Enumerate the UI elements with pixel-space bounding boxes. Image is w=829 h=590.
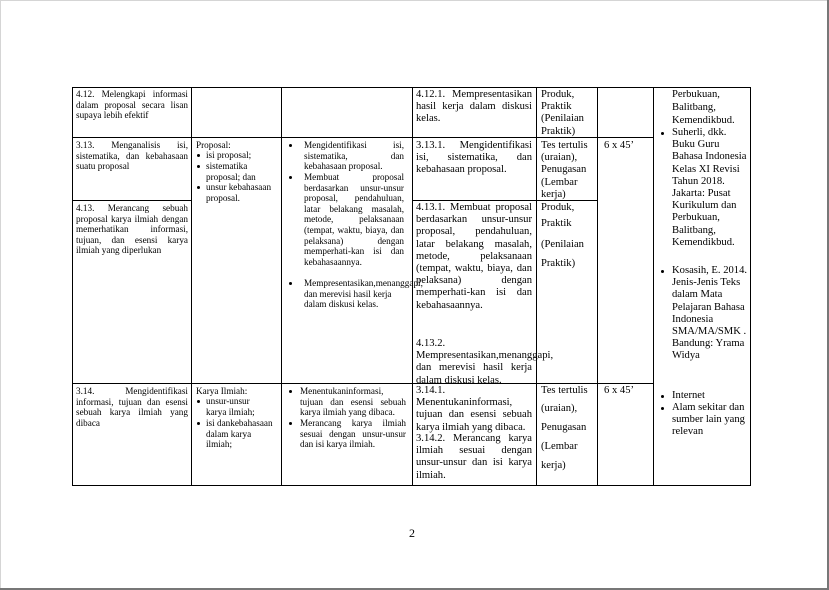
time-314: 6 x 45’ — [604, 385, 635, 396]
cell-material-412 — [192, 88, 282, 138]
cell-activity-313 — [282, 138, 423, 384]
activity-314-1: Menentukaninformasi, tujuan dan esensi sebuah karya ilmiah yang dibaca. — [300, 386, 406, 418]
source-item-3: Internet — [672, 390, 705, 401]
page-number: 2 — [409, 526, 415, 540]
bullet-dot — [661, 132, 664, 135]
syllabus-table — [72, 87, 751, 486]
activity-313-3: Mempresentasikan,menanggapi, dan merevisi hasil kerja dalam diskusi kelas. — [304, 278, 423, 310]
material-item-313-2: sistematika proposal; dan — [206, 161, 256, 182]
bullet-dot — [661, 395, 664, 398]
assessment-314-1: Tes tertulis — [541, 385, 588, 396]
bullet-dot — [289, 144, 292, 147]
source-item-4: Alam sekitar dan sumber lain yang relevan — [672, 402, 745, 438]
bullet-dot — [197, 165, 200, 168]
cell-assessment-412 — [537, 88, 598, 138]
source-cont-2: Balitbang, — [672, 102, 716, 113]
bullet-dot — [197, 400, 200, 403]
time-313: 6 x 45’ — [604, 140, 635, 151]
activity-313-1: Mengidentifikasi isi, sistematika, dan kebahasaan proposal. — [304, 140, 404, 172]
bullet-dot — [289, 282, 292, 285]
source-item-1: Suherli, dkk. Buku Guru Bahasa Indonesia Kelas XI Revisi Tahun 2018. Jakarta: Pusat Kurikulum dan Perbukuan, Balitbang, Kemendikbud. — [672, 127, 747, 248]
cell-indicator-314 — [73, 384, 192, 486]
cell-assessment-413 — [537, 201, 598, 384]
bullet-dot — [197, 186, 200, 189]
cell-indicator-313 — [73, 138, 192, 201]
bullet-dot — [661, 270, 664, 273]
objective-413-1: 4.13.1. Membuat proposal berdasarkan unsur-unsur proposal, pendahuluan, latar belakang masalah, metode, pelaksanaan (tempat, waktu, biaya, dan pelaksana) dengan memperhati-kan isi dan kebahasaannya. — [416, 202, 532, 311]
source-cont-3: Kemendikbud. — [672, 115, 735, 126]
indicator-313: 3.13. Menganalisis isi, sistematika, dan kebahasaan suatu proposal — [76, 140, 188, 172]
source-item-2: Kosasih, E. 2014. Jenis-Jenis Teks dalam Mata Pelajaran Bahasa Indonesia SMA/MA/SMK . Bandung: Yrama Widya — [672, 265, 748, 362]
bullet-dot — [289, 390, 292, 393]
material-item-314-2: isi dankebahasaan dalam karya ilmiah; — [206, 418, 273, 450]
objective-413-2: 4.13.2. Mempresentasikan,menanggapi, dan merevisi hasil kerja dalam diskusi kelas. — [416, 338, 554, 386]
assessment-314-2: (uraian), — [541, 403, 578, 414]
indicator-314: 3.14. Mengidentifikasi informasi, tujuan dan esensi sebuah karya ilmiah yang dibaca — [76, 386, 188, 428]
cell-time-314 — [598, 384, 654, 486]
cell-objective-412 — [413, 88, 537, 138]
assessment-413-3: (Penilaian — [541, 239, 584, 250]
bullet-dot — [197, 154, 200, 157]
activity-313-2: Membuat proposal berdasarkan unsur-unsur proposal, pendahuluan, latar belakang masalah, metode, pelaksanaan (tempat, waktu, biaya, dan pelaksana) dengan memperhati-kan isi dan kebahasaannya. — [304, 172, 404, 267]
material-title-314: Karya Ilmiah: — [196, 386, 248, 396]
objective-314-1: 3.14.1. Menentukaninformasi, tujuan dan esensi sebuah karya ilmiah yang dibaca. — [416, 385, 532, 433]
cell-sources — [654, 88, 751, 486]
cell-time-412 — [598, 88, 654, 138]
cell-material-314 — [192, 384, 282, 486]
assessment-314-3: Penugasan — [541, 422, 587, 433]
source-cont-1: Perbukuan, — [672, 89, 720, 100]
cell-material-313 — [192, 138, 282, 384]
material-item-313-3: unsur kebahasaan proposal. — [206, 182, 272, 203]
cell-indicator-412 — [73, 88, 192, 138]
indicator-412: 4.12. Melengkapi informasi dalam proposal secara lisan supaya lebih efektif — [76, 89, 188, 121]
objective-412: 4.12.1. Mempresentasikan hasil kerja dalam diskusi kelas. — [416, 89, 532, 125]
cell-time-313 — [598, 138, 654, 384]
material-title-313: Proposal: — [196, 140, 231, 150]
indicator-413: 4.13. Merancang sebuah proposal karya ilmiah dengan memerhatikan informasi, tujuan, dan esensi karya ilmiah yang diperlukan — [76, 203, 188, 256]
cell-objective-314 — [413, 384, 537, 486]
objective-314-2: 3.14.2. Merancang karya ilmiah sesuai dengan unsur-unsur dan isi karya ilmiah. — [416, 433, 532, 481]
cell-assessment-313 — [537, 138, 598, 201]
cell-indicator-413 — [73, 201, 192, 384]
cell-objective-313 — [413, 138, 537, 201]
assessment-413-2: Praktik — [541, 218, 572, 229]
objective-313: 3.13.1. Mengidentifikasi isi, sistematika, dan kebahasaan proposal. — [416, 140, 532, 176]
assessment-413-4: Praktik) — [541, 258, 576, 269]
assessment-413-1: Produk, — [541, 202, 575, 213]
assessment-313: Tes tertulis (uraian), Penugasan (Lembar kerja) — [541, 140, 588, 200]
assessment-412: Produk, Praktik (Penilaian Praktik) — [541, 89, 584, 137]
bullet-dot — [661, 407, 664, 410]
assessment-314-4: (Lembar — [541, 441, 578, 452]
bullet-dot — [197, 422, 200, 425]
material-item-314-1: unsur-unsur karya ilmiah; — [206, 396, 255, 417]
material-item-313-1: isi proposal; — [206, 150, 252, 160]
bullet-dot — [289, 176, 292, 179]
cell-activity-314 — [282, 384, 413, 486]
activity-314-2: Merancang karya ilmiah sesuai dengan unsur-unsur dan isi karya ilmiah. — [300, 418, 406, 450]
cell-activity-412 — [282, 88, 413, 138]
cell-assessment-314 — [537, 384, 598, 486]
cell-objective-413 — [413, 201, 554, 386]
assessment-314-5: kerja) — [541, 460, 566, 471]
bullet-dot — [289, 422, 292, 425]
